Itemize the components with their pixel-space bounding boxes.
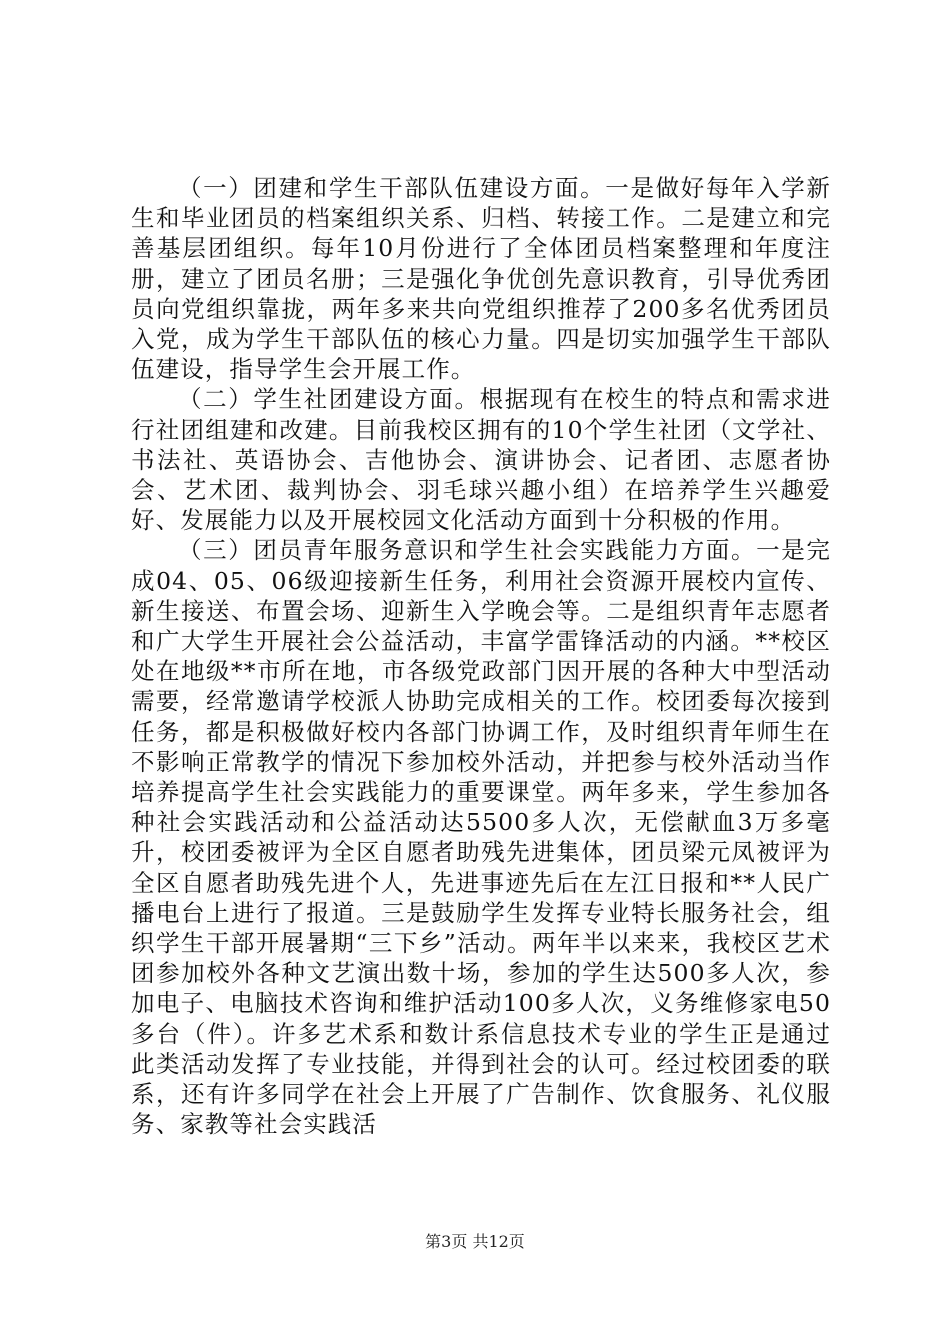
page-footer: 第3页 共12页: [425, 1232, 525, 1251]
paragraph-student-clubs: （二）学生社团建设方面。根据现有在校生的特点和需求进行社团组建和改建。目前我校区拥有的10个学生社团（文学社、书法社、英语协会、吉他协会、演讲协会、记者团、志愿者协会、艺术团、裁判协会、羽毛球兴趣小组）在培养学生兴趣爱好、发展能力以及开展校园文化活动方面到十分积极的作用。: [131, 385, 831, 535]
document-body: [131, 173, 831, 1140]
paragraph-social-practice: （三）团员青年服务意识和学生社会实践能力方面。一是完成04、05、06级迎接新生任务，利用社会资源开展校内宣传、新生接送、布置会场、迎新生入学晚会等。二是组织青年志愿者和广大学生开展社会公益活动，丰富学雷锋活动的内涵。**校区处在地级**市所在地，市各级党政部门因开展的各种大中型活动需要，经常邀请学校派人协助完成相关的工作。校团委每次接到任务，都是积极做好校内各部门协调工作，及时组织青年师生在不影响正常教学的情况下参加校外活动，并把参与校外活动当作培养提高学生社会实践能力的重要课堂。两年多来，学生参加各种社会实践活动和公益活动达5500多人次，无偿献血3万多毫升，校团委被评为全区自愿者助残先进集体，团员梁元凤被评为全区自愿者助残先进个人，先进事迹先后在左江日报和**人民广播电台上进行了报道。三是鼓励学生发挥专业特长服务社会，组织学生干部开展暑期“三下乡”活动。两年半以来来，我校区艺术团参加校外各种文艺演出数十场，参加的学生达500多人次，参加电子、电脑技术咨询和维护活动100多人次，义务维修家电50多台（件）。许多艺术系和数计系信息技术专业的学生正是通过此类活动发挥了专业技能，并得到社会的认可。经过校团委的联系，还有许多同学在社会上开展了广告制作、饮食服务、礼仪服务、家教等社会实践活: [131, 536, 831, 1139]
paragraph-league-building: （一）团建和学生干部队伍建设方面。一是做好每年入学新生和毕业团员的档案组织关系、归档、转接工作。二是建立和完善基层团组织。每年10月份进行了全体团员档案整理和年度注册，建立了团员名册；三是强化争优创先意识教育，引导优秀团员向党组织靠拢，两年多来共向党组织推荐了200多名优秀团员入党，成为学生干部队伍的核心力量。四是切实加强学生干部队伍建设，指导学生会开展工作。: [131, 174, 831, 384]
